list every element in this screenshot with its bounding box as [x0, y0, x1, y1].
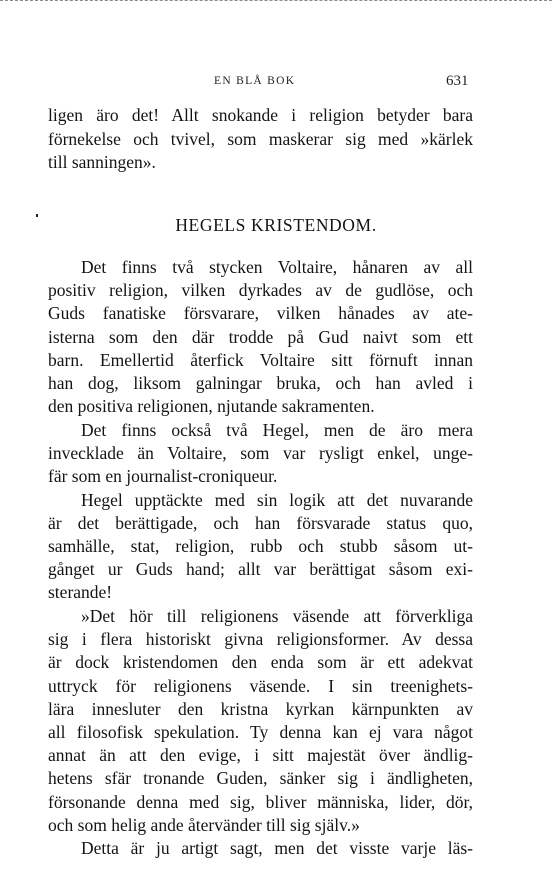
text-line: Detta är ju artigt sagt, men det visste varje läs-	[81, 838, 473, 858]
text-line: Det finns också två Hegel, men de äro mera	[81, 420, 473, 440]
page-number: 631	[446, 73, 469, 89]
text-line: annat än att den evige, i sitt majestät över ändlig-	[48, 745, 473, 765]
text-line: fär som en journalist-croniqueur.	[48, 466, 278, 486]
text-line: gånget ur Guds hand; allt var berättigat såsom exi-	[48, 559, 473, 579]
text-line: är dock kristendomen den enda som är ett adekvat	[48, 652, 473, 672]
page-top-edge	[0, 0, 552, 3]
text-line: sterande!	[48, 582, 113, 602]
text-line: lära innesluter den kristna kyrkan kärnpunkten av	[48, 699, 473, 719]
text-line: invecklade än Voltaire, som var rysligt enkel, unge-	[48, 443, 473, 463]
text-line: hetens sfär tronande Guden, sänker sig i ändligheten,	[48, 768, 473, 788]
text-line: uttryck för religionens väsende. I sin treenighets-	[48, 676, 473, 696]
text-line: positiv religion, vilken dyrkades av de gudlöse, och	[48, 280, 473, 300]
text-line: ligen äro det! Allt snokande i religion betyder bara	[48, 105, 473, 125]
running-title: EN BLÅ BOK	[214, 75, 296, 87]
text-line: den positiva religionen, njutande sakramenten.	[48, 396, 375, 416]
text-line: förnekelse och tvivel, som maskerar sig med »kärlek	[48, 129, 473, 149]
text-line: och som helig ande återvänder till sig själv.»	[48, 815, 360, 835]
text-line: Guds fanatiske försvarare, vilken hånades av ate-	[48, 303, 473, 323]
text-line: är det berättigade, och han försvarade status quo,	[48, 513, 473, 533]
text-line: till sanningen».	[48, 152, 156, 172]
text-line: barn. Emellertid återfick Voltaire sitt förnuft innan	[48, 350, 473, 370]
text-line: all filosofisk spekulation. Ty denna kan ej vara något	[48, 722, 473, 742]
text-line: försonande denna med sig, bliver människa, lider, dör,	[48, 792, 473, 812]
text-line: Det finns två stycken Voltaire, hånaren av all	[81, 257, 473, 277]
text-line: isterna som den där trodde på Gud naivt som ett	[48, 327, 473, 347]
running-head	[0, 73, 552, 93]
text-line: Hegel upptäckte med sin logik att det nuvarande	[81, 490, 473, 510]
text-line: sig i flera historiskt givna religionsformer. Av dessa	[48, 629, 473, 649]
text-line: samhälle, stat, religion, rubb och stubb såsom ut-	[48, 536, 473, 556]
section-heading: HEGELS KRISTENDOM.	[175, 215, 377, 235]
text-line: »Det hör till religionens väsende att förverkliga	[81, 606, 473, 626]
text-line: han dog, liksom galningar bruka, och han avled i	[48, 373, 473, 393]
